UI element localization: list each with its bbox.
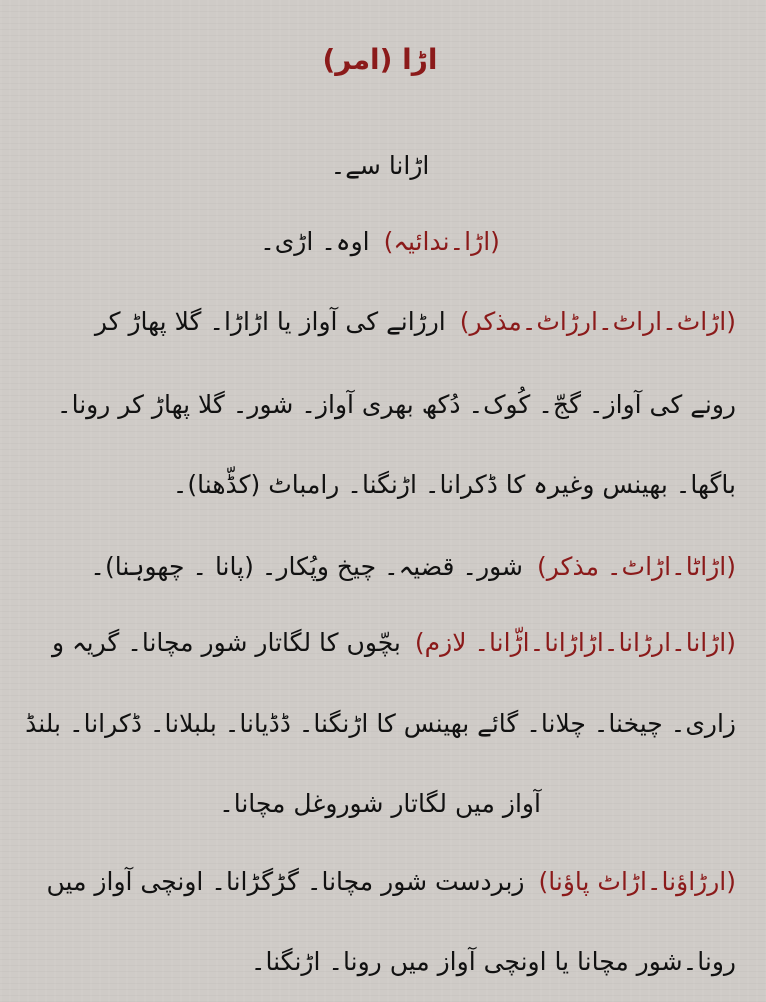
text-segment: بچّوں کا لگاتار شور مچانا۔ گریہ و (51, 628, 401, 657)
grammar-label: (ارڑاؤنا۔اڑاٹ پاؤنا) (538, 867, 736, 896)
text-line-4 (24, 385, 736, 425)
entry-title: اڑا (امر) (322, 43, 438, 76)
text-line-11 (24, 942, 736, 982)
text-line-8 (24, 704, 736, 744)
text-line-9 (24, 784, 736, 824)
text-line-7 (24, 623, 736, 663)
text-line-10 (24, 862, 736, 902)
text-line-2 (24, 222, 736, 262)
text-line-5 (24, 465, 736, 505)
text-segment: رونے کی آواز۔ گجّ۔ کُوک۔ دُکھ بھری آواز۔ شور۔ گلا پھاڑ کر رونا۔ (56, 390, 736, 419)
text-segment: آواز میں لگاتار شوروغل مچانا۔ (219, 789, 541, 818)
text-line-6 (24, 547, 736, 587)
text-segment: زبردست شور مچانا۔ گڑگڑانا۔ اونچی آواز میں (46, 867, 525, 896)
text-segment: اڑانا سے۔ (330, 151, 430, 180)
text-line-1 (24, 146, 736, 186)
text-segment: باگھا۔ بھینس وغیرہ کا ڈکرانا۔ اڑنگنا۔ رامباٹ (کڈّھنا)۔ (172, 470, 736, 499)
text-segment: ارڑانے کی آواز یا اڑاڑا۔ گلا پھاڑ کر (94, 307, 446, 336)
text-segment: رونا۔شور مچانا یا اونچی آواز میں رونا۔ اڑنگنا۔ (250, 947, 736, 976)
grammar-label: (اڑاٹا۔اڑاٹ۔ مذکر) (537, 552, 736, 581)
grammar-label: (اڑاٹ۔اراٹ۔ارڑاٹ۔مذکر) (459, 307, 736, 336)
text-segment: شور۔ قضیہ۔ چیخ وپُکار۔ (پانا ۔ چھوہنا)۔ (90, 552, 523, 581)
text-line-3 (24, 302, 736, 342)
text-segment: اوہ۔ اڑی۔ (260, 227, 370, 256)
grammar-label: (اڑانا۔ارڑانا۔اڑاڑانا۔اڑّانا۔ لازم) (414, 628, 736, 657)
grammar-label: (اڑا۔ندائیہ) (383, 227, 500, 256)
text-segment: زاری۔ چیخنا۔ چلانا۔ گائے بھینس کا اڑنگنا۔ ڈڈیانا۔ بلبلانا۔ ڈکرانا۔ بلنڈ (25, 709, 736, 738)
